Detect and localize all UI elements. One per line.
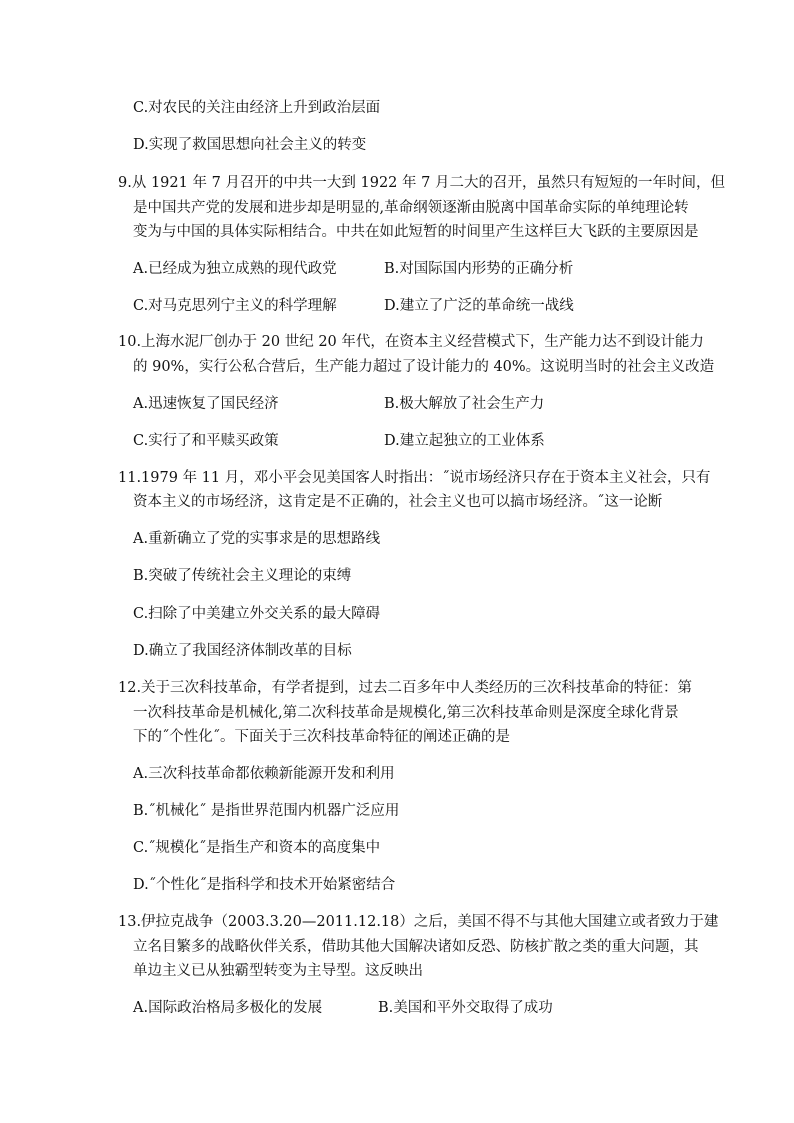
q8-option-c: C.对农民的关注由经济上升到政治层面 — [133, 100, 381, 116]
q9-stem-line-1: 9.从 1921 年 7 月召开的中共一大到 1922 年 7 月二大的召开，虽然只有短短的一年时间，但 — [118, 175, 725, 191]
q11-option-d: D.确立了我国经济体制改革的目标 — [133, 643, 352, 659]
q10-option-c: C.实行了和平赎买政策 — [133, 433, 279, 449]
q11-option-b: B.突破了传统社会主义理论的束缚 — [133, 568, 352, 584]
q12-option-d: D.˝个性化˝是指科学和技术开始紧密结合 — [133, 877, 396, 893]
q9-option-a: A.已经成为独立成熟的现代政党 — [133, 261, 337, 277]
q9-option-b: B.对国际国内形势的正确分析 — [384, 261, 574, 277]
q12-option-c: C.˝规模化˝是指生产和资本的高度集中 — [133, 840, 381, 856]
q13-option-b: B.美国和平外交取得了成功 — [378, 1000, 553, 1016]
q10-stem-line-1: 10.上海水泥厂创办于 20 世纪 20 年代，在资本主义经营模式下，生产能力达不到设计能力 — [118, 334, 704, 350]
q13-stem-line-1: 13.伊拉克战争（2003.3.20—2011.12.18）之后，美国不得不与其他大国建立或者致力于建 — [118, 914, 719, 930]
q9-stem-line-2: 是中国共产党的发展和进步却是明显的,革命纲领逐渐由脱离中国革命实际的单纯理论转 — [133, 200, 689, 216]
q8-option-d: D.实现了救国思想向社会主义的转变 — [133, 137, 367, 153]
q10-option-a: A.迅速恢复了国民经济 — [133, 396, 279, 412]
q9-option-d: D.建立了广泛的革命统一战线 — [384, 298, 574, 314]
q9-option-c: C.对马克思列宁主义的科学理解 — [133, 298, 337, 314]
q13-stem-line-2: 立名目繁多的战略伙伴关系，借助其他大国解决诸如反恐、防核扩散之类的重大问题，其 — [133, 939, 699, 955]
q13-stem-line-3: 单边主义已从独霸型转变为主导型。这反映出 — [133, 963, 423, 979]
q9-stem-line-3: 变为与中国的具体实际相结合。中共在如此短暂的时间里产生这样巨大飞跃的主要原因是 — [133, 224, 699, 240]
q11-stem-line-2: 资本主义的市场经济，这肯定是不正确的，社会主义也可以搞市场经济。˝这一论断 — [133, 494, 663, 510]
q10-stem-line-2: 的 90%，实行公私合营后，生产能力超过了设计能力的 40%。这说明当时的社会主义改造 — [133, 359, 715, 375]
q10-option-b: B.极大解放了社会生产力 — [384, 396, 545, 412]
q12-option-a: A.三次科技革命都依赖新能源开发和利用 — [133, 766, 395, 782]
q13-option-a: A.国际政治格局多极化的发展 — [133, 1000, 323, 1016]
q11-option-c: C.扫除了中美建立外交关系的最大障碍 — [133, 606, 381, 622]
q12-stem-line-3: 下的˝个性化˝。下面关于三次科技革命特征的阐述正确的是 — [133, 729, 510, 745]
q10-option-d: D.建立起独立的工业体系 — [384, 433, 545, 449]
q11-stem-line-1: 11.1979 年 11 月，邓小平会见美国客人时指出：˝说市场经济只存在于资本主义社会，只有 — [118, 470, 711, 486]
q12-option-b: B.˝机械化˝ 是指世界范围内机器广泛应用 — [133, 803, 400, 819]
q12-stem-line-1: 12.关于三次科技革命，有学者提到，过去二百多年中人类经历的三次科技革命的特征：第 — [118, 680, 693, 696]
q11-option-a: A.重新确立了党的实事求是的思想路线 — [133, 531, 381, 547]
q12-stem-line-2: 一次科技革命是机械化,第二次科技革命是规模化,第三次科技革命则是深度全球化背景 — [133, 705, 679, 721]
